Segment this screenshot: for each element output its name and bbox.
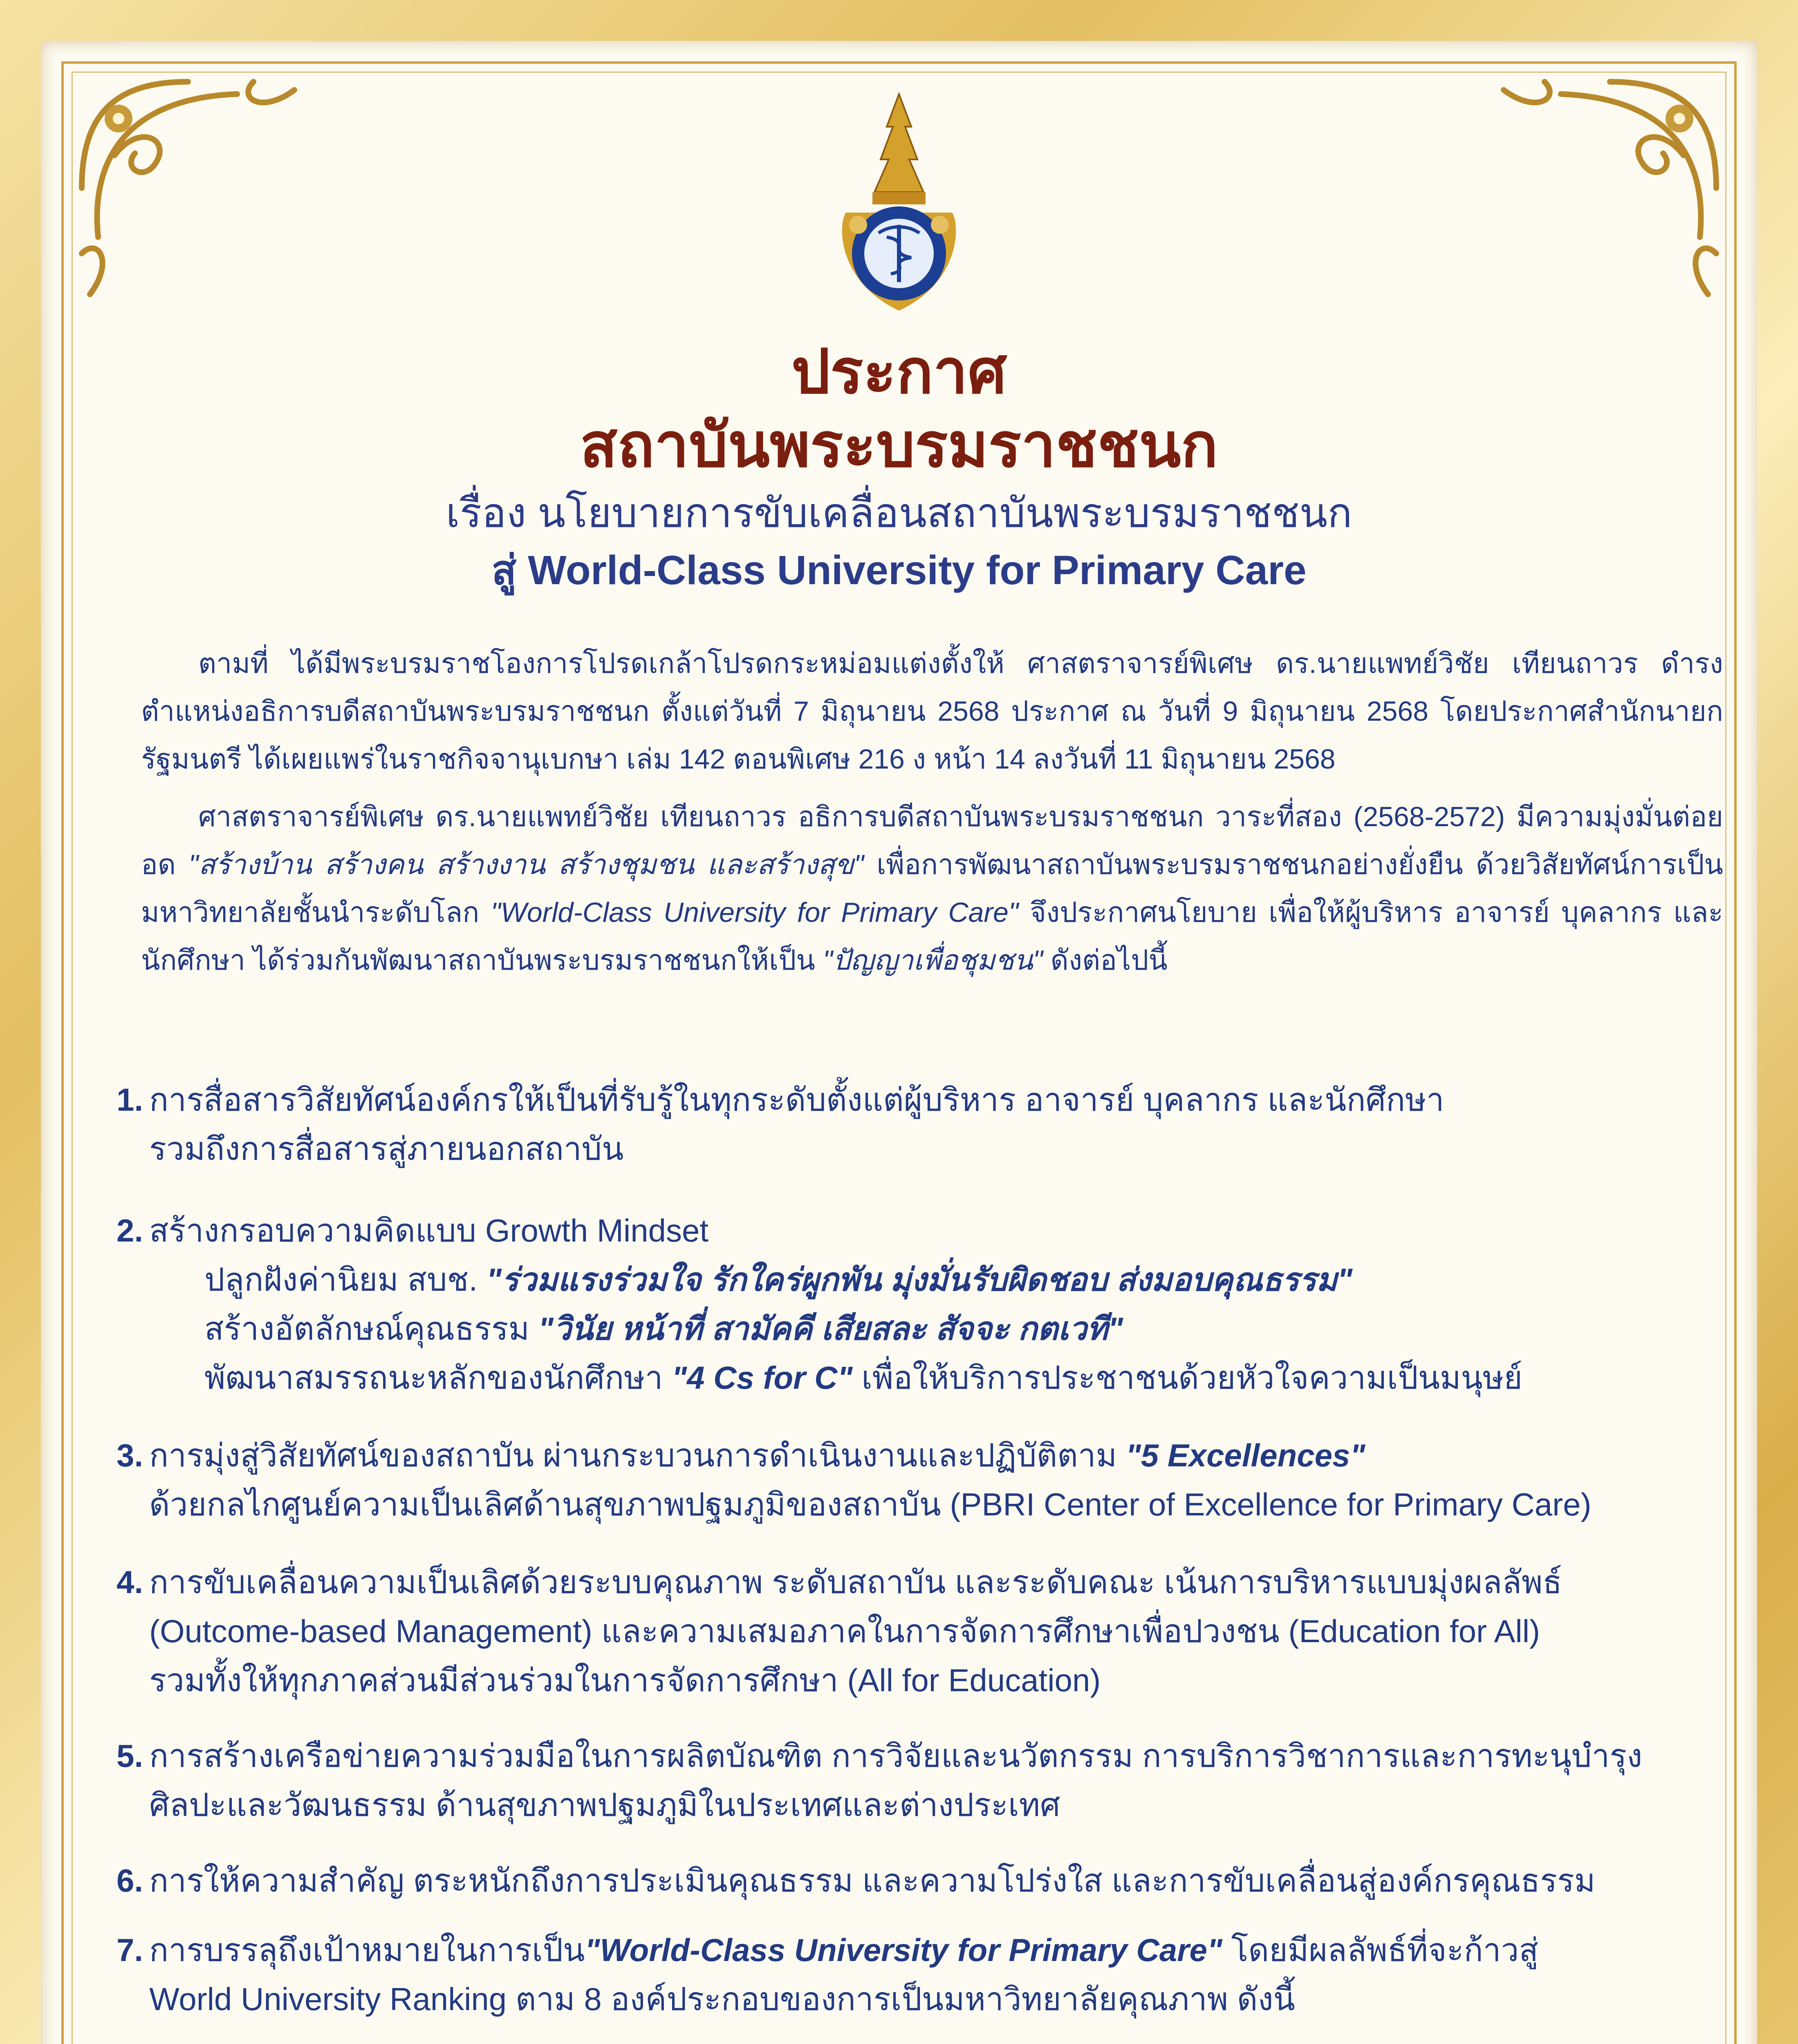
policy-2-competency (149, 1353, 1723, 1402)
policy-5-line-2: ศิลปะและวัฒนธรรม ด้านสุขภาพปฐมภูมิในประเทศและต่างประเทศ (149, 1787, 1060, 1823)
quality-logos-row (335, 2040, 1480, 2044)
institute-emblem (830, 90, 968, 319)
policy-4-line-2: (Outcome-based Management) และความเสมอภาคในการจัดการศึกษาเพื่อปวงชน (Education for All) (149, 1613, 1540, 1649)
policy-2-competency-quote: "4 Cs for C" (672, 1360, 853, 1396)
policy-number: 6. (116, 1862, 143, 1898)
intro-p2-part-c: จึงประกาศนโยบาย เพื่อให้ผู้บริหาร อาจารย์ บุคลากร และนักศึกษา ได้ร่วมกันพัฒนาสถาบันพระบรมราชชนกให้เป็น (141, 897, 1723, 976)
intro-p2-part-b: เพื่อการพัฒนาสถาบันพระบรมราชชนกอย่างยั่งยืน ด้วยวิสัยทัศน์การเป็นมหาวิทยาลัยชั้นนำระดับโลก (141, 849, 1724, 928)
policy-7-line-1-tail: โดยมีผลลัพธ์ที่จะก้าวสู่ (1222, 1932, 1538, 1968)
policy-6-line-1: การให้ความสำคัญ ตระหนักถึงการประเมินคุณธรรม และความโปร่งใส และการขับเคลื่อนสู่องค์กรคุณธรรม (149, 1862, 1596, 1898)
policy-number: 3. (116, 1437, 143, 1473)
policy-1-line-1: การสื่อสารวิสัยทัศน์องค์กรให้เป็นที่รับรู้ในทุกระดับตั้งแต่ผู้บริหาร อาจารย์ บุคลากร และนักศึกษา (149, 1082, 1444, 1118)
policy-2-values-label: ปลูกฝังค่านิยม สบช. (204, 1262, 486, 1298)
policy-number: 7. (116, 1932, 143, 1968)
policy-2-line-1: สร้างกรอบความคิดแบบ Growth Mindset (149, 1213, 709, 1248)
announcement-subject: เรื่อง นโยบายการขับเคลื่อนสถาบันพระบรมราชชนก (446, 490, 1352, 536)
policy-4-line-1: การขับเคลื่อนความเป็นเลิศด้วยระบบคุณภาพ ระดับสถาบัน และระดับคณะ เน้นการบริหารแบบมุ่งผลลัพธ์ (149, 1564, 1562, 1600)
policy-7-line-2: World University Ranking ตาม 8 องค์ประกอบของการเป็นมหาวิทยาลัยคุณภาพ ดังนี้ (149, 1981, 1295, 2017)
intro-paragraph-1-text: ตามที่ ได้มีพระบรมราชโองการโปรดเกล้าโปรดกระหม่อมแต่งตั้งให้ ศาสตราจารย์พิเศษ ดร.นายแพทย์วิชัย เทียนถาวร ดำรงตำแหน่งอธิการบดีสถาบันพระบรมราชชนก ตั้งแต่วันที่ 7 มิถุนายน 2568 ประกาศ ณ วันที่ 9 มิถุนายน 2568 โดยประกาศสำนักนายกรัฐมนตรี ได้เผยแพร่ในราชกิจจานุเบกษา เล่ม 142 ตอนพิเศษ 216 ง หน้า 14 ลงวันที่ 11 มิถุนายน 2568 (141, 648, 1723, 775)
institute-name-heading: สถาบันพระบรมราชชนก (580, 411, 1218, 480)
announcement-subject-line-2: สู่ World-Class University for Primary Care (491, 547, 1307, 593)
policy-3-quote: "5 Excellences" (1125, 1437, 1365, 1473)
intro-paragraph-2 (141, 793, 1723, 984)
policy-number: 5. (116, 1738, 143, 1774)
policy-3-line-2: ด้วยกลไกศูนย์ความเป็นเลิศด้านสุขภาพปฐมภูมิของสถาบัน (PBRI Center of Excellence for Primary Care) (149, 1486, 1592, 1522)
policy-4-line-3: รวมทั้งให้ทุกภาคส่วนมีส่วนร่วมในการจัดการศึกษา (All for Education) (149, 1662, 1101, 1698)
announcement-heading: ประกาศ (791, 337, 1007, 406)
intro-p2-vision: "World-Class University for Primary Care" (491, 897, 1018, 928)
intro-p2-part-a: ศาสตราจารย์พิเศษ ดร.นายแพทย์วิชัย เทียนถาวร อธิการบดีสถาบันพระบรมราชชนก วาระที่สอง (2568-2572) มีความมุ่งมั่นต่อยอด (141, 801, 1723, 880)
policy-7-quote: "World-Class University for Primary Care" (585, 1932, 1222, 1968)
policy-5-line-1: การสร้างเครือข่ายความร่วมมือในการผลิตบัณฑิต การวิจัยและนวัตกรรม การบริการวิชาการและการทะนุบำรุง (149, 1738, 1643, 1774)
corner-ornament-top-right (1487, 65, 1733, 311)
policy-number: 2. (116, 1213, 143, 1248)
policy-2-competency-label: พัฒนาสมรรถนะหลักของนักศึกษา (204, 1360, 672, 1396)
corner-ornament-top-left (65, 65, 311, 311)
policy-2-competency-tail: เพื่อให้บริการประชาชนด้วยหัวใจความเป็นมนุษย์ (852, 1360, 1522, 1396)
intro-p2-motto: "ปัญญาเพื่อชุมชน" (823, 945, 1043, 976)
policy-2-identity-quote: "วินัย หน้าที่ สามัคคี เสียสละ สัจจะ กตเวที" (538, 1311, 1123, 1347)
policy-3-line-1: การมุ่งสู่วิสัยทัศน์ของสถาบัน ผ่านกระบวนการดำเนินงานและปฏิบัติตาม (149, 1437, 1126, 1473)
intro-paragraph-1 (141, 640, 1723, 783)
policy-2-values (149, 1255, 1723, 1304)
policy-number: 1. (116, 1082, 143, 1118)
policy-2-identity-label: สร้างอัตลักษณ์คุณธรรม (204, 1311, 538, 1347)
intro-p2-slogan: "สร้างบ้าน สร้างคน สร้างงาน สร้างชุมชน และสร้างสุข" (188, 849, 864, 880)
intro-p2-part-d: ดังต่อไปนี้ (1042, 945, 1168, 976)
policy-number: 4. (116, 1564, 143, 1600)
policy-2-values-quote: "ร่วมแรงร่วมใจ รักใคร่ผูกพัน มุ่งมั่นรับผิดชอบ ส่งมอบคุณธรรม" (486, 1262, 1353, 1298)
policy-7-line-1: การบรรลุถึงเป้าหมายในการเป็น (149, 1932, 585, 1968)
policy-1-line-2: รวมถึงการสื่อสารสู่ภายนอกสถาบัน (149, 1131, 624, 1167)
policy-2-identity (149, 1304, 1723, 1353)
